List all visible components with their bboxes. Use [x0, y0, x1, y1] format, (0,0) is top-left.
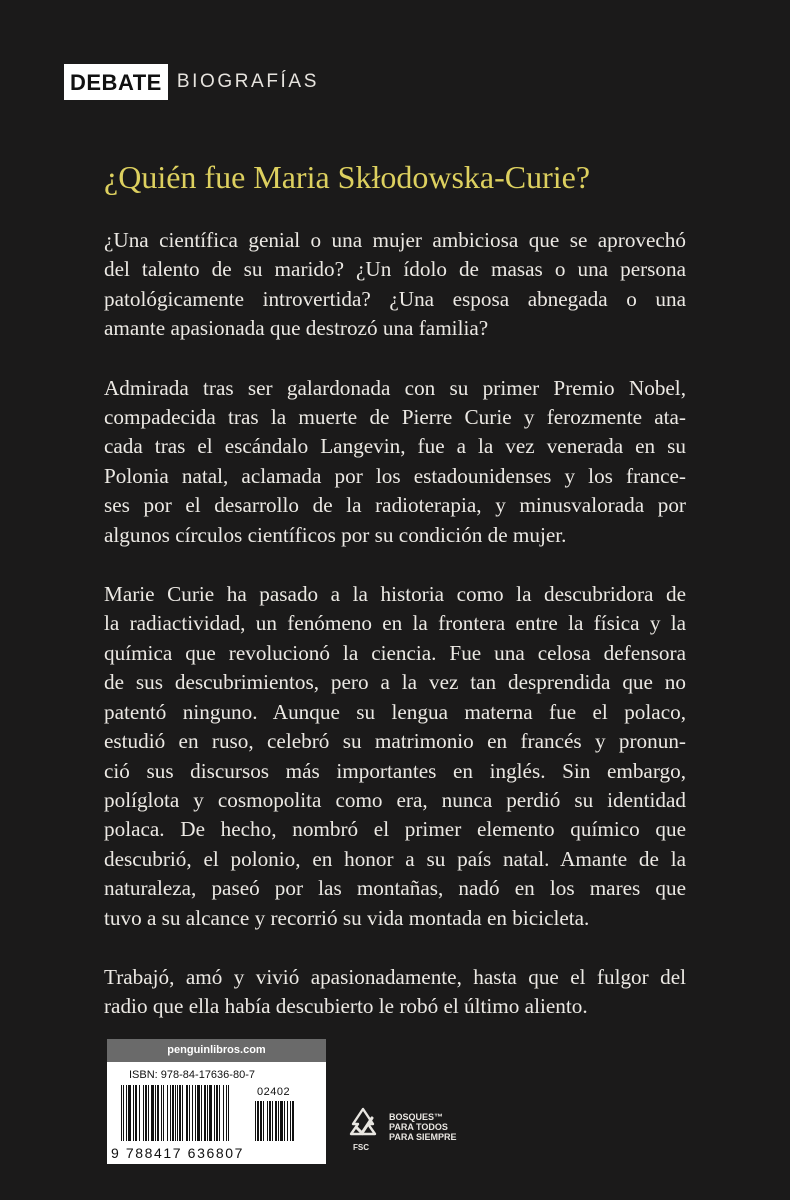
paragraph-3: [104, 580, 686, 933]
ean-digits: 9 788417 636807: [111, 1145, 244, 1161]
text-line: patentó ninguno. Aunque su lengua materna fue el polaco,: [104, 699, 686, 724]
isbn-label: ISBN: 978-84-17636-80-7: [129, 1069, 255, 1081]
tree-check-icon: [347, 1106, 379, 1142]
text-line: de sus descubrimientos, pero a la vez tan desprendida que no: [104, 670, 686, 695]
text-line: amante apasionada que destrozó una familia?: [104, 316, 489, 341]
headline: ¿Quién fue Maria Skłodowska-Curie?: [104, 159, 591, 195]
text-line: estudió en ruso, celebró su matrimonio en francés y pronun-: [104, 729, 686, 754]
text-line: química que revolucionó la ciencia. Fue una celosa defensora: [104, 640, 686, 665]
addon-barcode: [255, 1101, 313, 1147]
text-line: radio que ella había descubierto le robó el último aliento.: [104, 994, 588, 1019]
text-line: descubrió, el polonio, en honor a su país natal. Amante de la: [104, 846, 686, 871]
collection-name: BIOGRAFÍAS: [176, 71, 319, 92]
website-label: penguinlibros.com: [107, 1039, 326, 1062]
text-line: políglota y cosmopolita como era, nunca perdió su identidad: [104, 787, 686, 812]
text-line: ses por el desarrollo de la radioterapia, y minusvalorada por: [104, 493, 686, 518]
text-line: compadecida tras la muerte de Pierre Curie y ferozmente ata-: [104, 405, 686, 430]
publisher-name: DEBATE: [64, 64, 168, 100]
text-line: Polonia natal, aclamada por los estadounidenses y los france-: [104, 463, 686, 488]
barcode-panel: [107, 1039, 326, 1164]
text-line: naturaleza, paseó por las montañas, nadó en los mares que: [104, 876, 686, 901]
text-line: ció sus discursos más importantes en inglés. Sin embargo,: [104, 758, 686, 783]
fsc-logo: [347, 1106, 457, 1152]
text-line: tuvo a su alcance y recorrió su vida montada en bicicleta.: [104, 905, 590, 930]
addon-digits: 02402: [257, 1086, 291, 1098]
tagline-line: PARA TODOS: [389, 1122, 448, 1132]
fsc-label: FSC: [353, 1143, 369, 1152]
text-line: cada tras el escándalo Langevin, fue a la vez venerada en su: [104, 434, 686, 459]
tagline-line: PARA SIEMPRE: [389, 1132, 457, 1142]
ean-barcode: [121, 1085, 249, 1147]
publisher-logo: [64, 64, 319, 100]
text-line: algunos círculos científicos por su condición de mujer.: [104, 522, 567, 547]
fsc-tagline: [389, 1112, 457, 1142]
paragraph-4: [104, 963, 686, 1022]
paragraph-1: [104, 226, 686, 344]
tagline-line: BOSQUES™: [389, 1112, 444, 1122]
text-line: polaca. De hecho, nombró el primer elemento químico que: [104, 817, 686, 842]
text-line: la radiactividad, un fenómeno en la frontera entre la física y la: [104, 611, 686, 636]
text-line: Trabajó, amó y vivió apasionadamente, hasta que el fulgor del: [104, 964, 686, 989]
text-line: Marie Curie ha pasado a la historia como la descubridora de: [104, 582, 686, 607]
text-line: patológicamente introvertida? ¿Una esposa abnegada o una: [104, 286, 686, 311]
blurb: [104, 226, 686, 1052]
text-line: ¿Una científica genial o una mujer ambiciosa que se aprovechó: [104, 228, 686, 252]
paragraph-2: [104, 374, 686, 550]
text-line: del talento de su marido? ¿Un ídolo de masas o una persona: [104, 257, 686, 282]
text-line: Admirada tras ser galardonada con su primer Premio Nobel,: [104, 375, 686, 400]
